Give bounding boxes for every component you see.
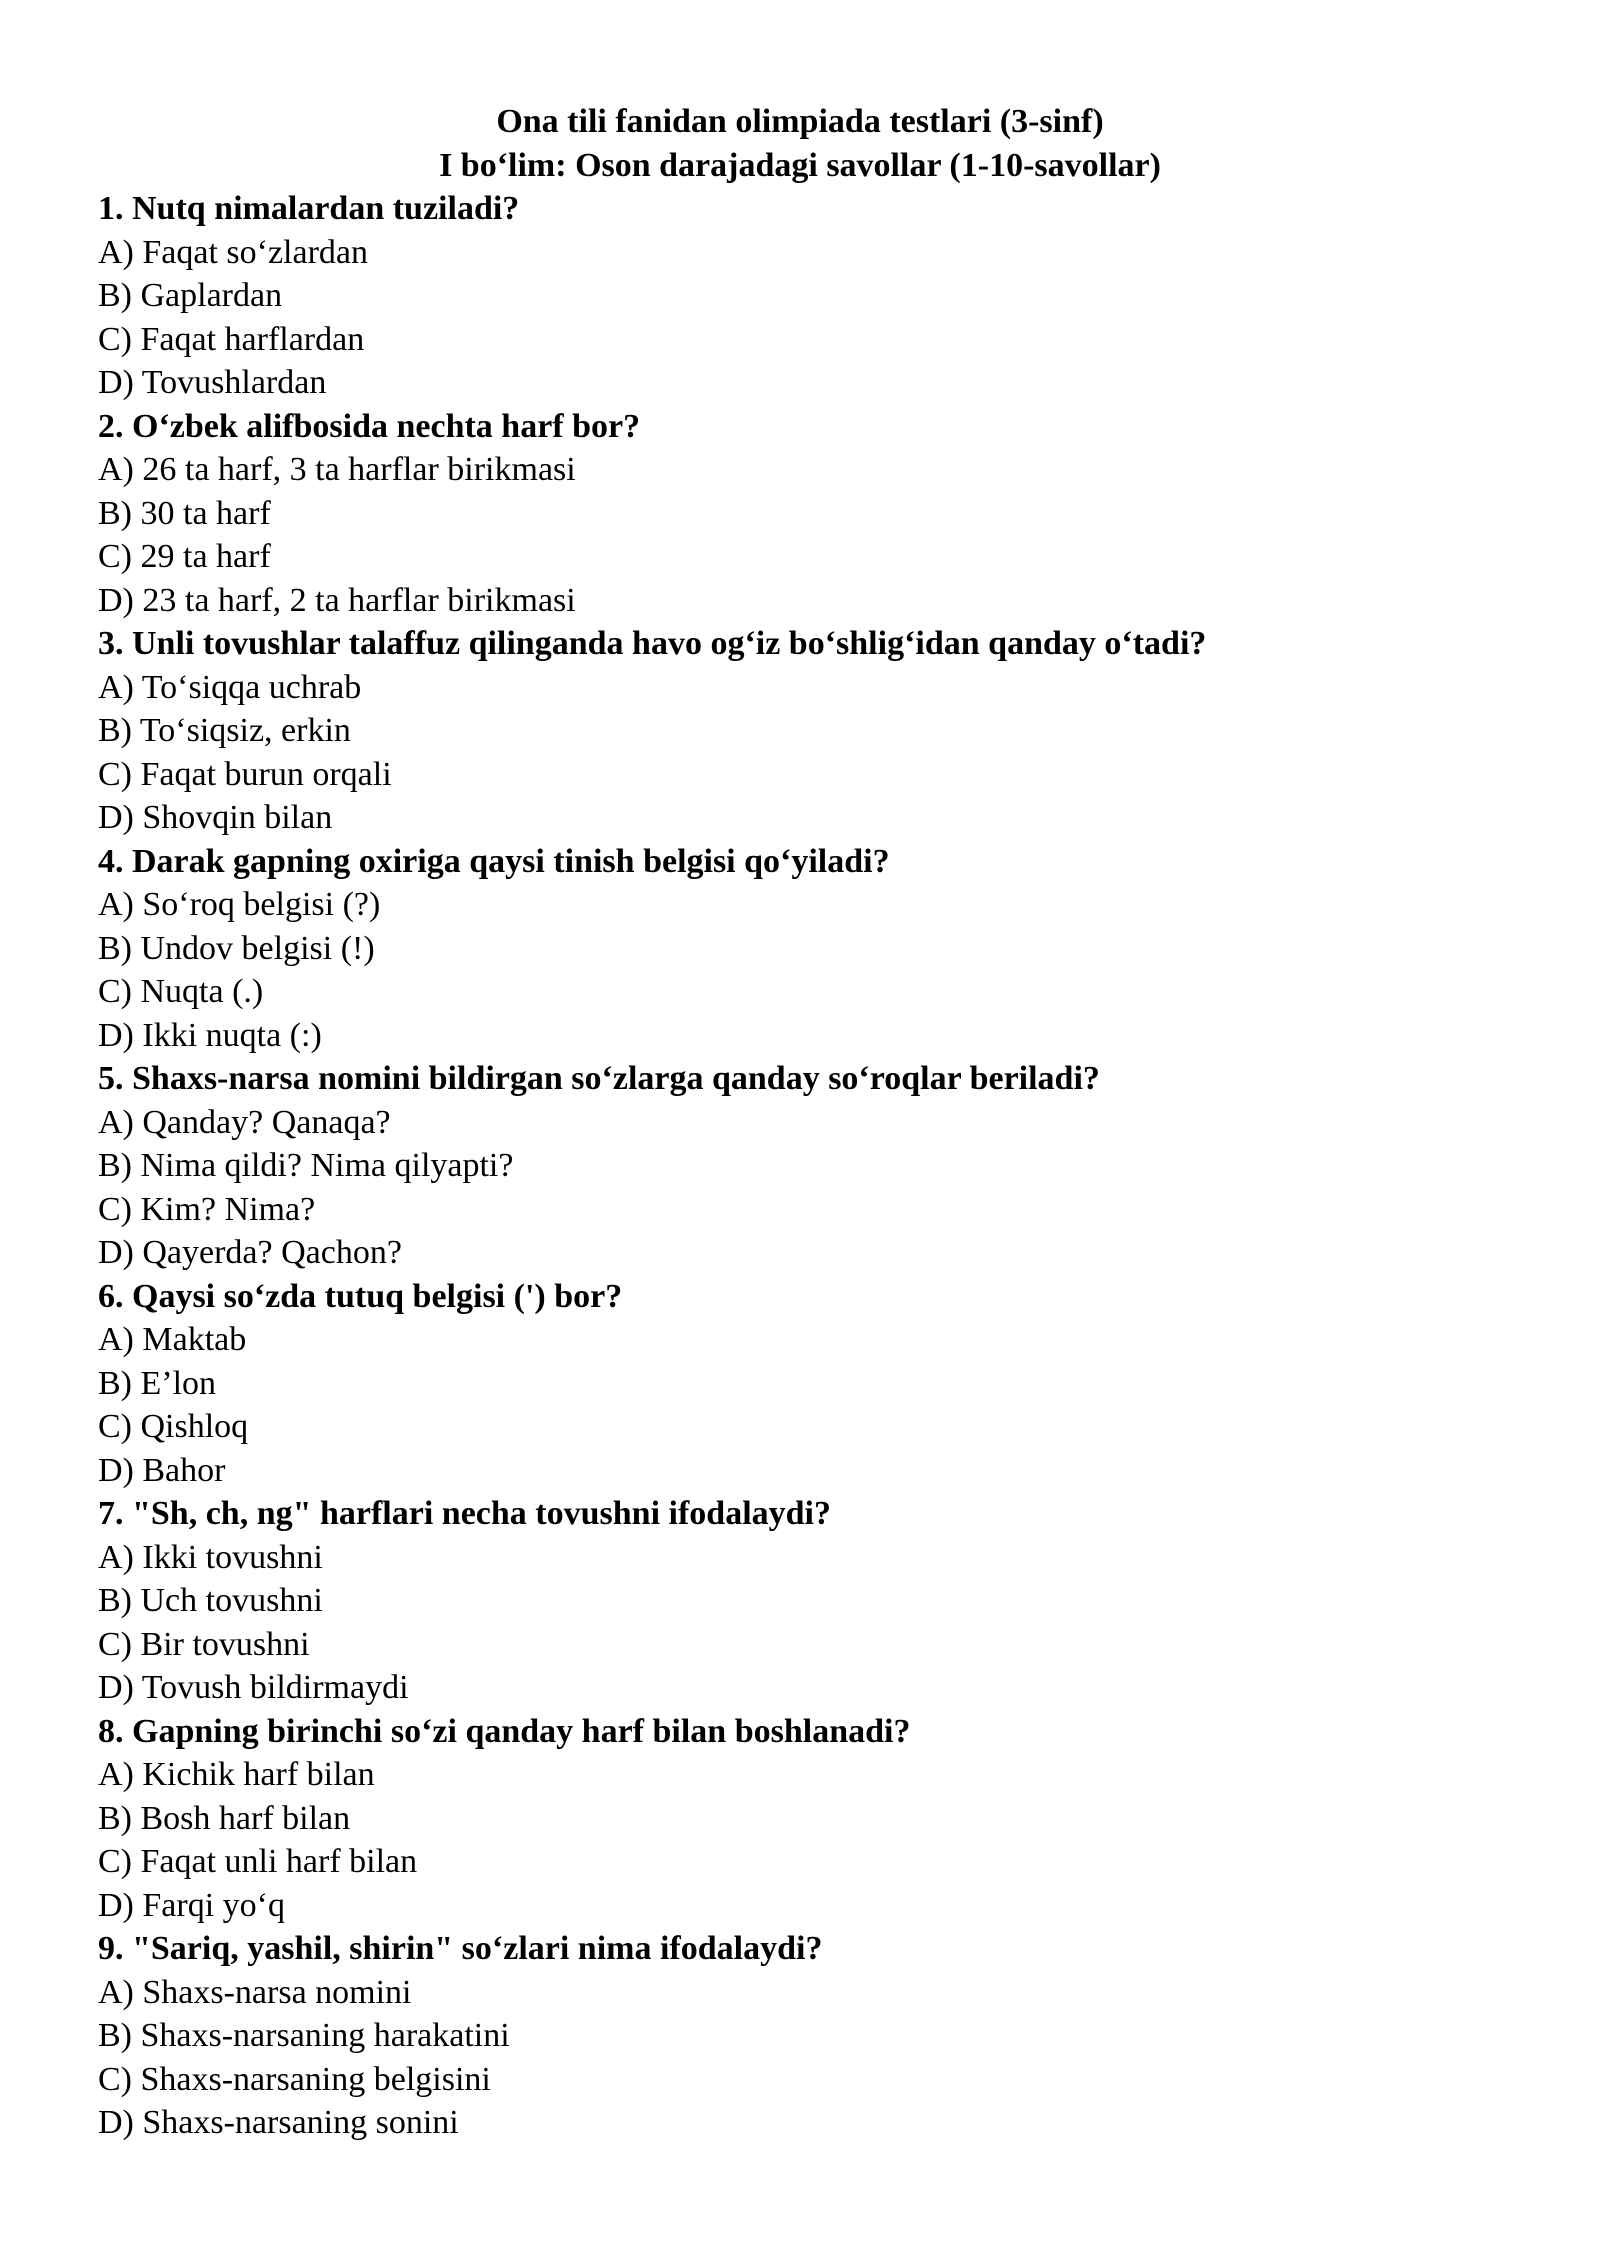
option-d: D) Ikki nuqta (:): [98, 1016, 322, 1054]
option-b: B) To‘siqsiz, erkin: [98, 712, 351, 749]
section-heading: I bo‘lim: Oson darajadagi savollar (1-10-savollar): [439, 146, 1161, 184]
question-text: 4. Darak gapning oxiriga qaysi tinish belgisi qo‘yiladi?: [98, 842, 890, 880]
question-text: 5. Shaxs-narsa nomini bildirgan so‘zlarga qanday so‘roqlar beriladi?: [98, 1060, 1100, 1097]
question-3: [98, 622, 1502, 840]
question-9: [98, 1927, 1502, 2145]
option-c: C) Nuqta (.): [98, 973, 264, 1010]
option-a: A) Shaxs-narsa nomini: [98, 1973, 412, 2011]
option-d: D) Farqi yo‘q: [98, 1886, 285, 1924]
option-a: A) Kichik harf bilan: [98, 1756, 375, 1793]
question-text: 2. O‘zbek alifbosida nechta harf bor?: [98, 407, 641, 445]
question-5: [98, 1057, 1502, 1275]
option-c: C) Bir tovushni: [98, 1625, 310, 1663]
document-title: Ona tili fanidan olimpiada testlari (3-sinf): [496, 103, 1104, 140]
option-c: C) Shaxs-narsaning belgisini: [98, 2060, 491, 2098]
question-6: [98, 1275, 1502, 1493]
option-b: B) Nima qildi? Nima qilyapti?: [98, 1147, 514, 1184]
option-c: C) Faqat harflardan: [98, 320, 365, 358]
question-text: 3. Unli tovushlar talaffuz qilinganda havo og‘iz bo‘shlig‘idan qanday o‘tadi?: [98, 625, 1207, 662]
option-d: D) Bahor: [98, 1451, 226, 1489]
option-a: A) So‘roq belgisi (?): [98, 886, 381, 923]
option-c: C) Faqat burun orqali: [98, 755, 392, 793]
option-b: B) Bosh harf bilan: [98, 1799, 351, 1837]
option-a: A) Ikki tovushni: [98, 1538, 323, 1576]
question-text: 6. Qaysi so‘zda tutuq belgisi (') bor?: [98, 1277, 623, 1315]
option-d: D) Tovush bildirmaydi: [98, 1669, 409, 1706]
option-a: A) Faqat so‘zlardan: [98, 233, 369, 271]
question-text: 9. "Sariq, yashil, shirin" so‘zlari nima ifodalaydi?: [98, 1930, 823, 1967]
question-text: 7. "Sh, ch, ng" harflari necha tovushni ifodalaydi?: [98, 1495, 831, 1532]
option-a: A) 26 ta harf, 3 ta harflar birikmasi: [98, 451, 576, 488]
option-c: C) Faqat unli harf bilan: [98, 1843, 418, 1880]
option-b: B) Undov belgisi (!): [98, 929, 375, 967]
question-1: [98, 187, 1502, 405]
question-text: 8. Gapning birinchi so‘zi qanday harf bilan boshlanadi?: [98, 1712, 911, 1750]
option-d: D) Shaxs-narsaning sonini: [98, 2104, 459, 2141]
option-b: B) E’lon: [98, 1364, 217, 1402]
option-b: B) 30 ta harf: [98, 494, 271, 532]
option-b: B) Uch tovushni: [98, 1582, 323, 1619]
document-page: [98, 100, 1502, 2145]
option-d: D) Tovushlardan: [98, 364, 327, 401]
option-d: D) Shovqin bilan: [98, 799, 333, 836]
question-8: [98, 1710, 1502, 1928]
option-a: A) Qanday? Qanaqa?: [98, 1103, 391, 1141]
option-c: C) 29 ta harf: [98, 538, 271, 575]
question-4: [98, 840, 1502, 1058]
option-a: A) To‘siqqa uchrab: [98, 668, 362, 706]
option-b: B) Gaplardan: [98, 277, 283, 314]
option-d: D) Qayerda? Qachon?: [98, 1234, 402, 1271]
question-7: [98, 1492, 1502, 1710]
option-b: B) Shaxs-narsaning harakatini: [98, 2017, 510, 2054]
option-a: A) Maktab: [98, 1321, 247, 1358]
option-c: C) Qishloq: [98, 1408, 249, 1445]
option-d: D) 23 ta harf, 2 ta harflar birikmasi: [98, 581, 576, 619]
question-2: [98, 405, 1502, 623]
option-c: C) Kim? Nima?: [98, 1190, 316, 1228]
question-text: 1. Nutq nimalardan tuziladi?: [98, 190, 520, 227]
